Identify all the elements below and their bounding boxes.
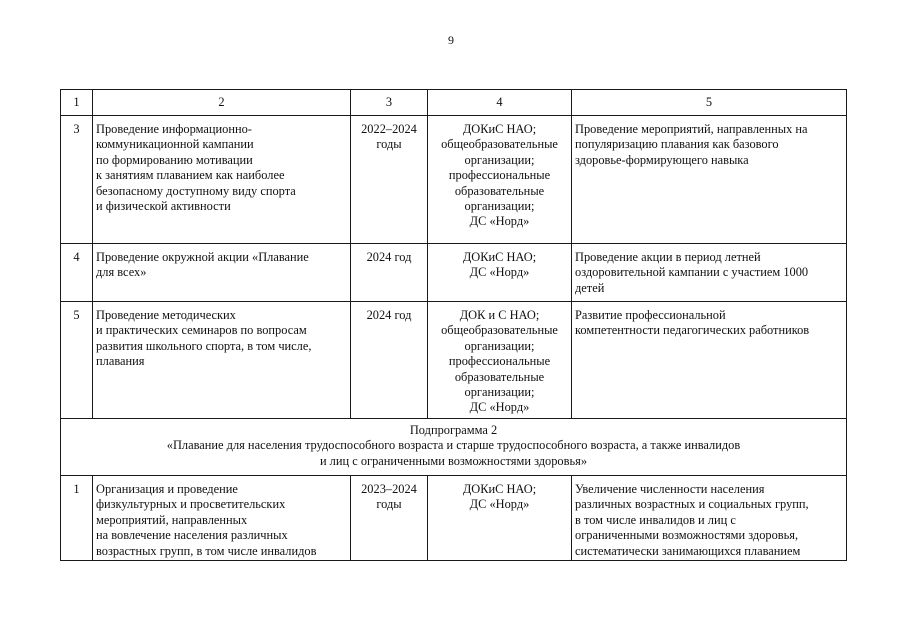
row-number: 1 [61,476,93,561]
result-cell [572,476,847,561]
activity-line: на вовлечение населения различных [96,528,288,543]
executor-line: профессиональные [448,354,551,369]
result-line: Проведение мероприятий, направленных на [575,122,808,136]
subprogram-title: Подпрограмма 2 [409,423,498,437]
subprogram-row [61,419,847,476]
subprogram-heading [61,419,847,476]
period-cell [351,476,428,561]
subprogram-name-line: «Плавание для населения трудоспособного возраста и старше трудоспособного возраста, а также инвалидов [166,438,741,453]
activity-line: мероприятий, направленных [96,512,248,527]
executor-line: ДОКиС НАО; [462,482,537,496]
period-cell [351,116,428,244]
executor-line: общеобразовательные [441,137,558,152]
activity-cell [93,476,351,561]
header-col-4: 4 [428,90,572,116]
result-cell [572,244,847,302]
result-line: различных возрастных и социальных групп, [575,497,809,512]
header-col-2: 2 [93,90,351,116]
period-line: годы [376,137,402,152]
activity-line: к занятиям плаванием как наиболее [96,168,285,183]
activity-line: развития школьного спорта, в том числе, [96,338,312,353]
activity-line: для всех» [96,265,147,280]
executor-line: образовательные [454,183,545,198]
executors-cell [428,476,572,561]
executor-line: ДОКиС НАО; [462,250,537,264]
period-cell [351,244,428,302]
table-row [61,302,847,419]
table-row [61,244,847,302]
result-line: здоровье-формирующего навыка [575,152,749,167]
executor-line: ДС «Норд» [469,214,530,229]
result-line: оздоровительной кампании с участием 1000 [575,265,809,280]
period-line: 2023–2024 [361,482,417,496]
activity-line: коммуникационной кампании [96,137,254,152]
activity-line: физкультурных и просветительских [96,497,286,512]
period-line: годы [376,497,402,512]
activities-table [60,89,847,561]
header-col-3: 3 [351,90,428,116]
row-number: 3 [61,116,93,244]
result-line: популяризацию плавания как базового [575,137,779,152]
activity-line: безопасному доступному виду спорта [96,183,296,198]
activity-cell [93,244,351,302]
result-line: ограниченными возможностями здоровья, [575,528,799,543]
executor-line: организации; [464,338,535,353]
header-col-1: 1 [61,90,93,116]
executor-line: организации; [464,385,535,400]
activity-line: и практических семинаров по вопросам [96,323,307,338]
executor-line: общеобразовательные [441,323,558,338]
result-line: Проведение акции в период летней [575,250,761,264]
period-line: 2024 год [366,308,412,322]
period-line: 2022–2024 [361,122,417,136]
result-line: Развитие профессиональной [575,308,726,322]
result-line: в том числе инвалидов и лиц с [575,512,736,527]
result-line: систематически занимающихся плаванием [575,543,801,558]
header-col-5: 5 [572,90,847,116]
activity-cell [93,116,351,244]
executor-line: организации; [464,199,535,214]
activity-line: возрастных групп, в том числе инвалидов [96,543,317,558]
executor-line: ДОКиС НАО; [462,122,537,136]
period-cell [351,302,428,419]
executor-line: организации; [464,152,535,167]
executor-line: ДОК и С НАО; [459,308,540,322]
activity-line: Проведение информационно- [96,122,252,136]
result-line: компетентности педагогических работников [575,323,810,338]
row-number: 5 [61,302,93,419]
executor-line: ДС «Норд» [469,265,530,280]
activity-line: по формированию мотивации [96,152,253,167]
executors-cell [428,244,572,302]
activity-line: плавания [96,354,145,369]
executor-line: образовательные [454,369,545,384]
result-cell [572,116,847,244]
executor-line: ДС «Норд» [469,400,530,415]
table-row [61,476,847,561]
executor-line: ДС «Норд» [469,497,530,512]
executors-cell [428,302,572,419]
result-line: детей [575,280,605,295]
table-row [61,116,847,244]
result-line: Увеличение численности населения [575,482,765,496]
table-header-row [61,90,847,116]
activity-line: Организация и проведение [96,482,238,496]
activity-cell [93,302,351,419]
result-cell [572,302,847,419]
page-number: 9 [448,33,454,47]
activity-line: Проведение окружной акции «Плавание [96,250,309,264]
row-number: 4 [61,244,93,302]
executor-line: профессиональные [448,168,551,183]
activity-line: Проведение методических [96,308,236,322]
period-line: 2024 год [366,250,412,264]
executors-cell [428,116,572,244]
subprogram-name-line: и лиц с ограниченными возможностями здоровья» [319,453,588,468]
activity-line: и физической активности [96,199,231,214]
